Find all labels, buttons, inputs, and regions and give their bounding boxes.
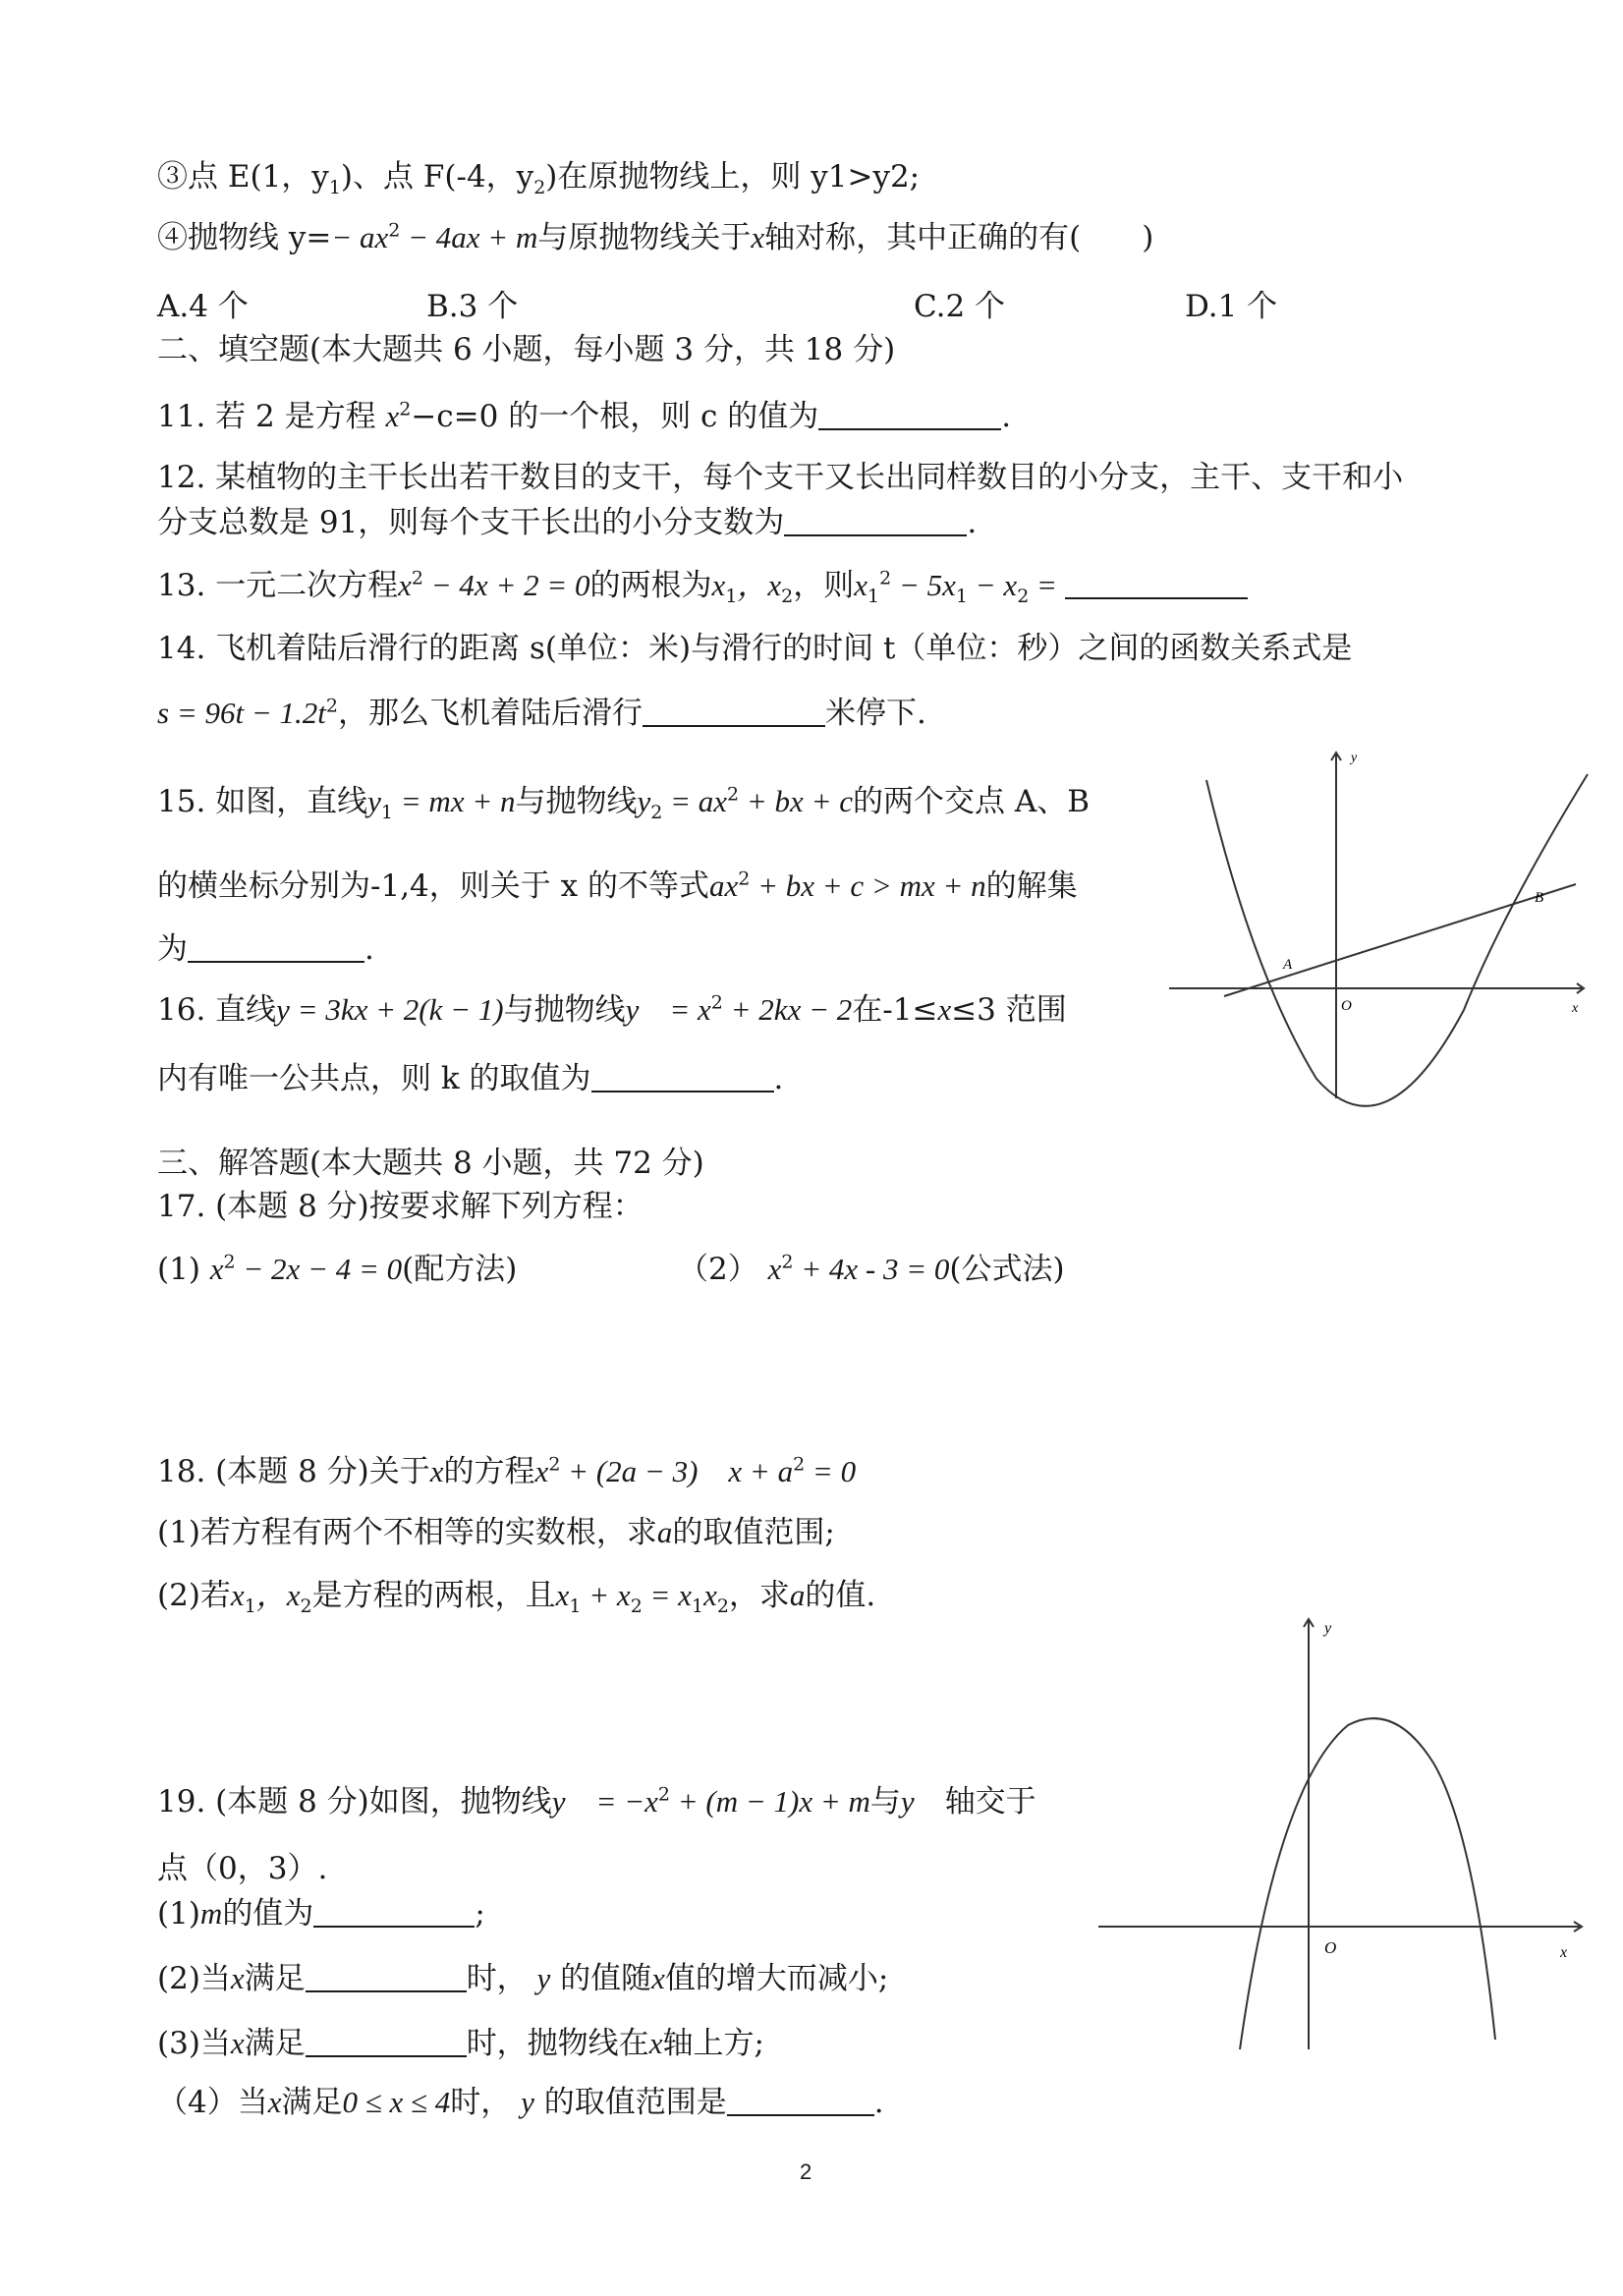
q10-choice-a: A.4 个 — [157, 289, 249, 324]
q15-line2: 的横坐标分别为-1,4，则关于 x 的不等式$ax^2$ + bx + c > mx + n的解集 — [157, 868, 1078, 904]
q18-part2: (2)若$x_1$，$x_2$是方程的两根，且$x_1 + x_2 = x_1x_2$，求a的值. — [157, 1578, 876, 1618]
section3-title: 三、解答题(本大题共 8 小题，共 72 分) — [157, 1146, 704, 1181]
q19-line2: 点（0，3）. — [157, 1851, 328, 1886]
q10-item4: ④抛物线 $y=- ax^2 - 4ax + m$与原抛物线关于x轴对称，其中正确的有( ) — [157, 219, 1154, 255]
q13: 13. 一元二次方程$x^2 - 4x + 2 = 0$的两根为$x_1$，$x_2$，则$x_1^2 - 5x_1 - x_2$ = — [157, 566, 1248, 605]
q12-line2: 分支总数是 91，则每个支干长出的小分支数为 . — [157, 505, 978, 540]
q15-line3: 为 . — [157, 931, 374, 967]
q17-part2: （2） $x^2 + 4x - 3 = 0$(公式法) — [678, 1251, 1065, 1287]
y-label: y — [1351, 751, 1358, 765]
section2-title: 二、填空题(本大题共 6 小题，每小题 3 分，共 18 分) — [157, 332, 896, 367]
point-a-label: A — [1283, 957, 1293, 973]
x-label: x — [1560, 1944, 1568, 1961]
q15-line1: 15. 如图，直线$y_1$ = mx + n与抛物线$y_2 = ax^2$ + bx + c的两个交点 A、B — [157, 783, 1091, 824]
q13-answer-blank — [1065, 568, 1248, 599]
y-label: y — [1324, 1620, 1332, 1637]
q19-part3: (3)当x满足 时，抛物线在x轴上方; — [157, 2026, 764, 2061]
q15-figure — [1159, 745, 1592, 1108]
q18-part1: (1)若方程有两个不相等的实数根，求a的取值范围; — [157, 1515, 835, 1550]
q19-p3-blank — [306, 2026, 467, 2057]
q19-part1: (1)m的值为 ; — [157, 1896, 485, 1932]
q16-line2: 内有唯一公共点，则 k 的取值为 . — [157, 1061, 784, 1096]
origin-label: O — [1341, 998, 1352, 1014]
q19-figure — [1091, 1607, 1592, 2059]
q10-choice-b: B.3 个 — [426, 289, 519, 324]
q19-title: 19. (本题 8 分)如图，抛物线y = $-x^2 + (m - 1)x + m$与y 轴交于 — [157, 1783, 1036, 1820]
q19-part4: （4）当x满足0 ≤ x ≤ 4时， y 的取值范围是 . — [157, 2085, 884, 2120]
q19-p2-blank — [306, 1961, 467, 1992]
q17-part1: (1) $x^2 - 2x - 4 = 0$(配方法) — [157, 1251, 518, 1287]
q19-p1-blank — [313, 1896, 475, 1928]
origin-label: O — [1324, 1938, 1337, 1957]
q12-line1: 12. 某植物的主干长出若干数目的支干，每个支干又长出同样数目的小分支，主干、支干和小 — [157, 460, 1404, 495]
q12-answer-blank — [784, 505, 967, 536]
q19-part2: (2)当x满足 时， y 的值随x值的增大而减小; — [157, 1961, 889, 1996]
line-y1 — [1224, 884, 1576, 996]
q17-title: 17. (本题 8 分)按要求解下列方程： — [157, 1189, 644, 1224]
q10-choice-d: D.1 个 — [1185, 289, 1278, 324]
q11-answer-blank — [818, 399, 1001, 430]
q15-answer-blank — [188, 931, 364, 963]
q14-line2: $s = 96t - 1.2t^2$，那么飞机着陆后滑行 米停下. — [157, 695, 926, 731]
q16-line1: 16. 直线y = 3kx + 2(k − 1)与抛物线y = $x^2 + 2kx - 2$在-1≤x≤3 范围 — [157, 991, 1067, 1028]
q16-answer-blank — [591, 1061, 774, 1092]
q19-p4-blank — [727, 2085, 874, 2116]
q14-line1: 14. 飞机着陆后滑行的距离 s(单位：米)与滑行的时间 t（单位：秒）之间的函数关系式是 — [157, 631, 1353, 666]
q10-choice-c: C.2 个 — [914, 289, 1006, 324]
q18-title: 18. (本题 8 分)关于x的方程$x^2 + (2a - 3)$ $x + a^2 = 0$ — [157, 1453, 857, 1489]
q14-answer-blank — [643, 696, 825, 727]
q10-item3: ③点 E(1，$y_1$)、点 F(-4，$y_2$)在原抛物线上，则 y1>y2; — [157, 159, 921, 199]
point-b-label: B — [1535, 890, 1544, 906]
page-number: 2 — [800, 2159, 812, 2184]
x-label: x — [1572, 1001, 1579, 1016]
q11: 11. 若 2 是方程 $x^2-c=0$ 的一个根，则 c 的值为 . — [157, 398, 1012, 434]
parabola — [1240, 1718, 1495, 2049]
